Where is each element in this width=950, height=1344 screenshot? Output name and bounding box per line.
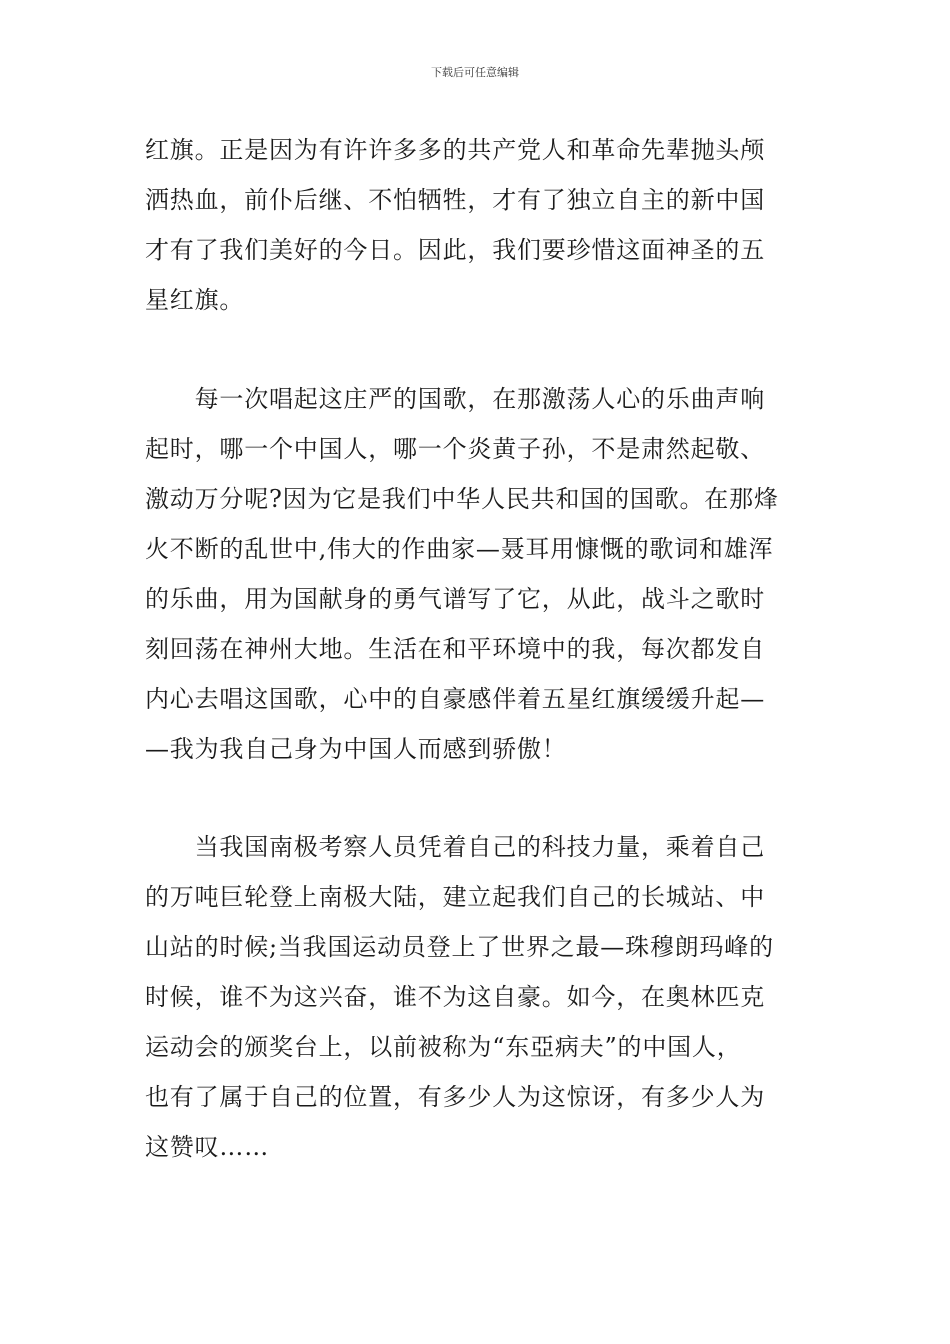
paragraph-2-line-2: 起时，哪一个中国人，哪一个炎黄子孙，不是肃然起敬、 — [145, 435, 765, 463]
paragraph-1-line-3: 才有了我们美好的今日。因此，我们要珍惜这面神圣的五 — [145, 236, 765, 264]
paragraph-1-line-1: 红旗。正是因为有许许多多的共产党人和革命先辈抛头颅 — [145, 136, 765, 164]
paragraph-2-line-3: 激动万分呢?因为它是我们中华人民共和国的国歌。在那烽 — [145, 485, 779, 513]
paragraph-2-line-8: —我为我自己身为中国人而感到骄傲！ — [145, 735, 567, 763]
paragraph-3-line-1: 当我国南极考察人员凭着自己的科技力量，乘着自己 — [145, 833, 765, 861]
paragraph-2-line-4: 火不断的乱世中,伟大的作曲家—聂耳用慷慨的歌词和雄浑 — [145, 535, 774, 563]
paragraph-1-line-2: 洒热血，前仆后继、不怕牺牲，才有了独立自主的新中国 — [145, 186, 765, 214]
paragraph-3-line-3: 山站的时候;当我国运动员登上了世界之最—珠穆朗玛峰的 — [145, 933, 774, 961]
paragraph-3-line-6: 也有了属于自己的位置，有多少人为这惊讶，有多少人为 — [145, 1083, 765, 1111]
paragraph-2-line-6: 刻回荡在神州大地。生活在和平环境中的我，每次都发自 — [145, 635, 765, 663]
paragraph-2-line-7: 内心去唱这国歌，心中的自豪感伴着五星红旗缓缓升起— — [145, 685, 765, 713]
paragraph-3-line-5: 运动会的颁奖台上，以前被称为“东亞病夫”的中国人， — [145, 1033, 742, 1061]
paragraph-3-line-7: 这赞叹…… — [145, 1133, 269, 1161]
paragraph-1-line-4: 星红旗。 — [145, 286, 245, 314]
paragraph-3-line-2: 的万吨巨轮登上南极大陆，建立起我们自己的长城站、中 — [145, 883, 765, 911]
paragraph-3-line-4: 时候，谁不为这兴奋，谁不为这自豪。如今，在奥林匹克 — [145, 983, 765, 1011]
paragraph-2-line-1: 每一次唱起这庄严的国歌，在那激荡人心的乐曲声响 — [145, 385, 765, 413]
page-header: 下载后可任意编辑 — [431, 66, 519, 79]
paragraph-2-line-5: 的乐曲，用为国献身的勇气谱写了它，从此，战斗之歌时 — [145, 585, 765, 613]
